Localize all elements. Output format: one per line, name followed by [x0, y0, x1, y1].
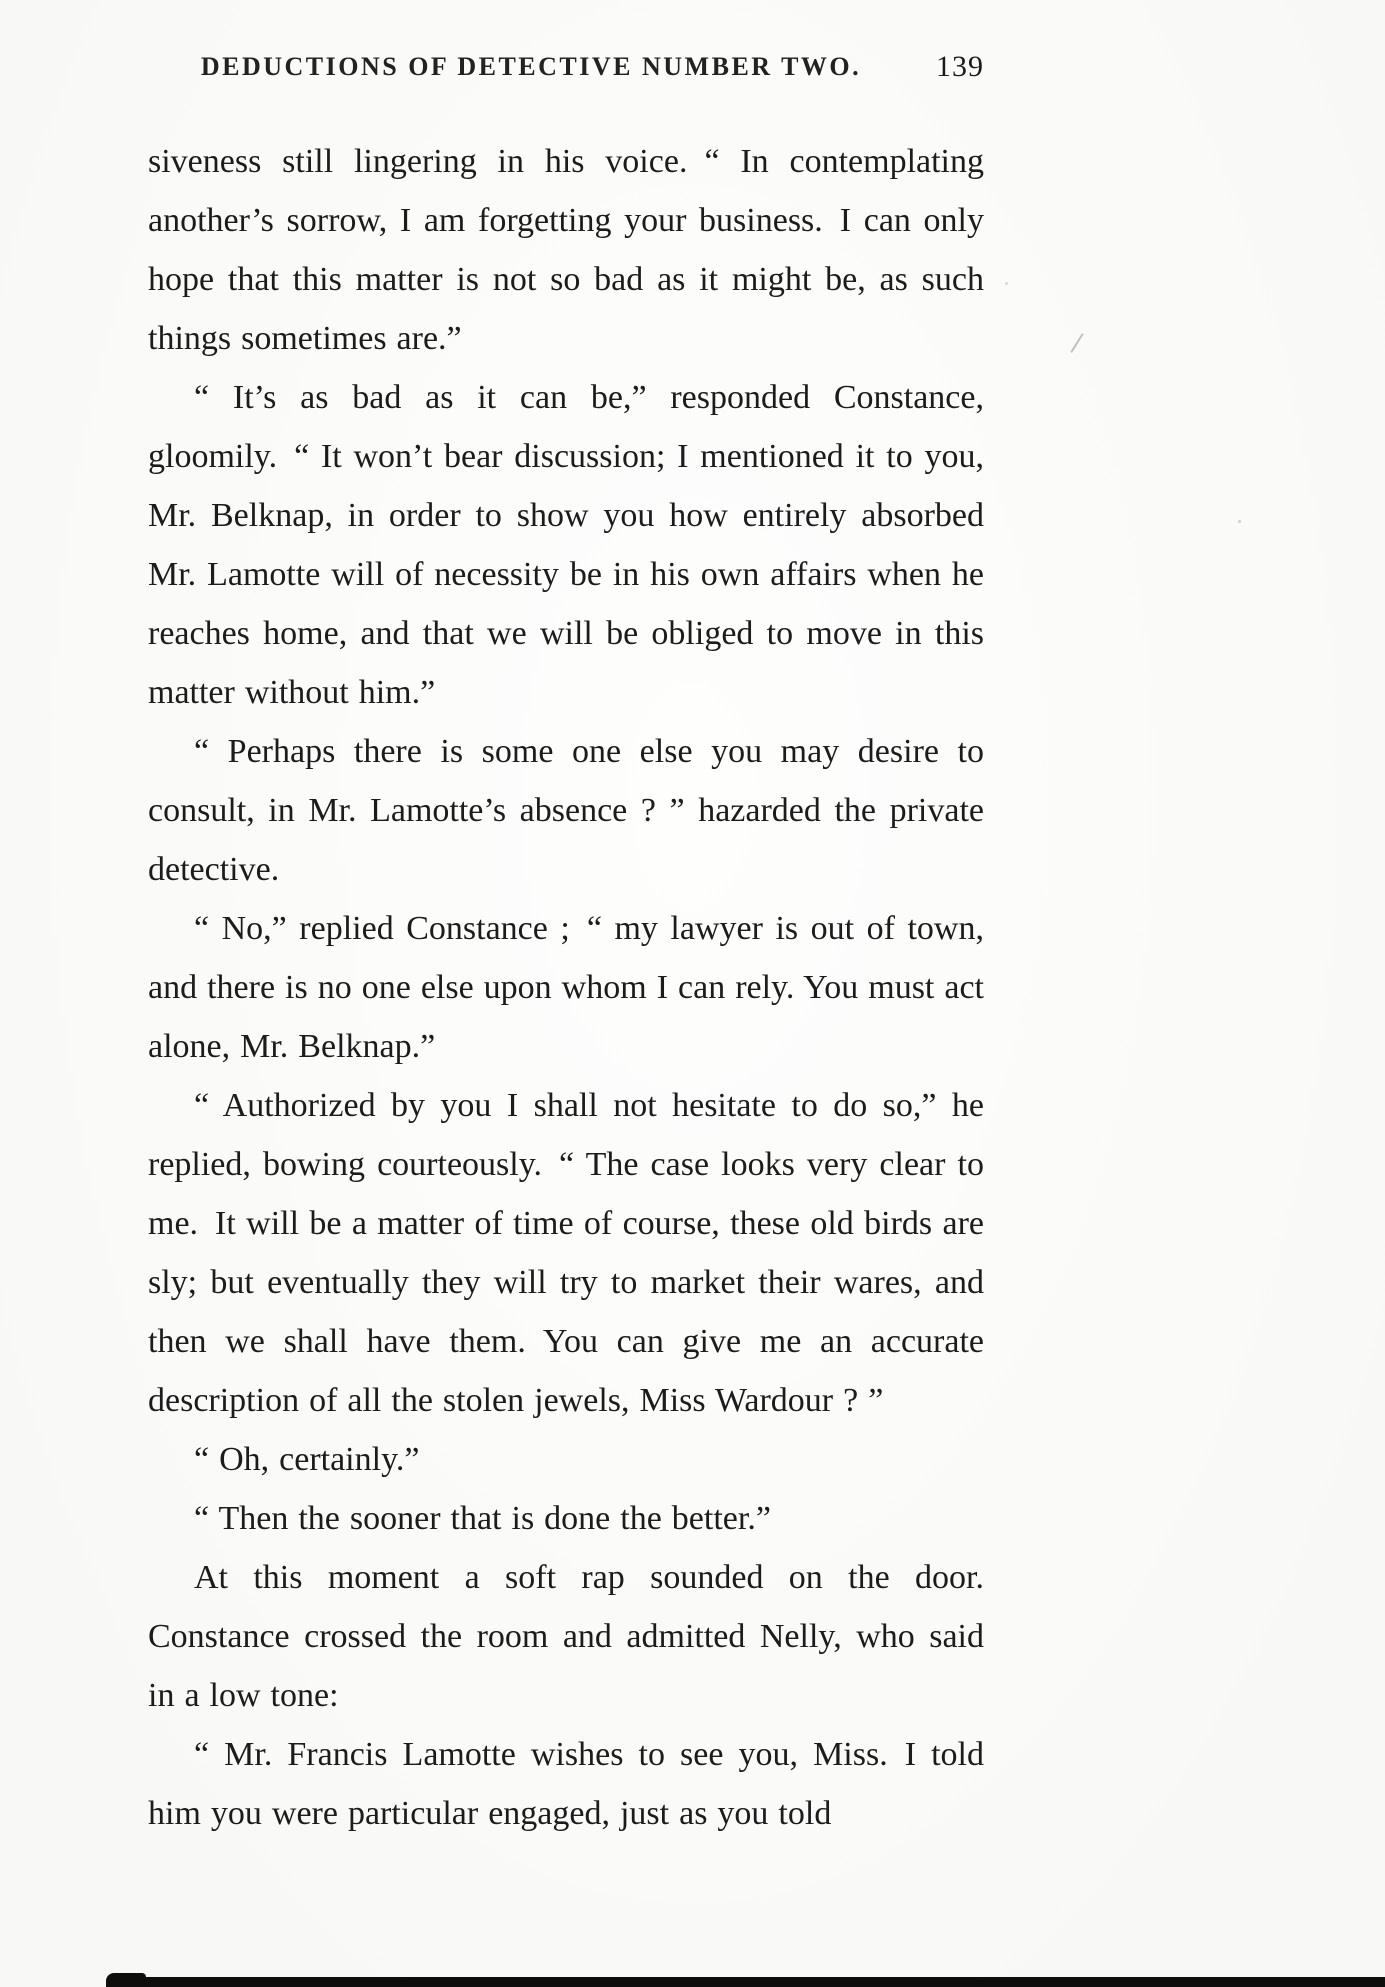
- paragraph: At this moment a soft rap sounded on the door. Constance crossed the room and admitted Nelly, who said in a low tone:: [148, 1559, 984, 1714]
- paragraph: “ It’s as bad as it can be,” responded Constance, gloomily. “ It won’t bear discussion; I mentioned it to you, Mr. Belknap, in order to show you how entirely absorbed Mr. Lamotte will of necessity be in his own affairs when he reaches home, and that we will be obliged to move in this matter without him.”: [148, 379, 984, 711]
- paragraph: siveness still lingering in his voice. “ In contemplating another’s sorrow, I am forgetting your business. I can only hope that this matter is not so bad as it might be, as such things sometimes are.”: [148, 143, 984, 357]
- scan-edge-artifact: [110, 1977, 1385, 1987]
- paragraph: “ Mr. Francis Lamotte wishes to see you, Miss. I told him you were particular engaged, just as you told: [148, 1736, 984, 1832]
- paragraph: “ Then the sooner that is done the better.”: [194, 1500, 771, 1537]
- text-block: [148, 52, 984, 1843]
- page-body: [148, 132, 984, 1843]
- paragraph: “ Authorized by you I shall not hesitate to do so,” he replied, bowing courteously. “ The case looks very clear to me. It will be a matter of time of course, these old birds are sly; but eventually they will try to market their wares, and then we shall have them. You can give me an accurate description of all the stolen jewels, Miss Wardour ? ”: [148, 1087, 984, 1419]
- scan-speck: [1070, 333, 1083, 353]
- running-title: DEDUCTIONS OF DETECTIVE NUMBER TWO.: [200, 52, 862, 81]
- paragraph: “ Oh, certainly.”: [194, 1441, 420, 1478]
- paragraph: “ Perhaps there is some one else you may desire to consult, in Mr. Lamotte’s absence ? ” hazarded the private detective.: [148, 733, 984, 888]
- page-header: [148, 52, 984, 98]
- scan-speck: [1238, 520, 1241, 523]
- paragraph: “ No,” replied Constance ; “ my lawyer is out of town, and there is no one else upon whom I can rely. You must act alone, Mr. Belknap.”: [148, 910, 984, 1065]
- page-number: 139: [936, 50, 984, 83]
- scan-speck: [1005, 282, 1008, 285]
